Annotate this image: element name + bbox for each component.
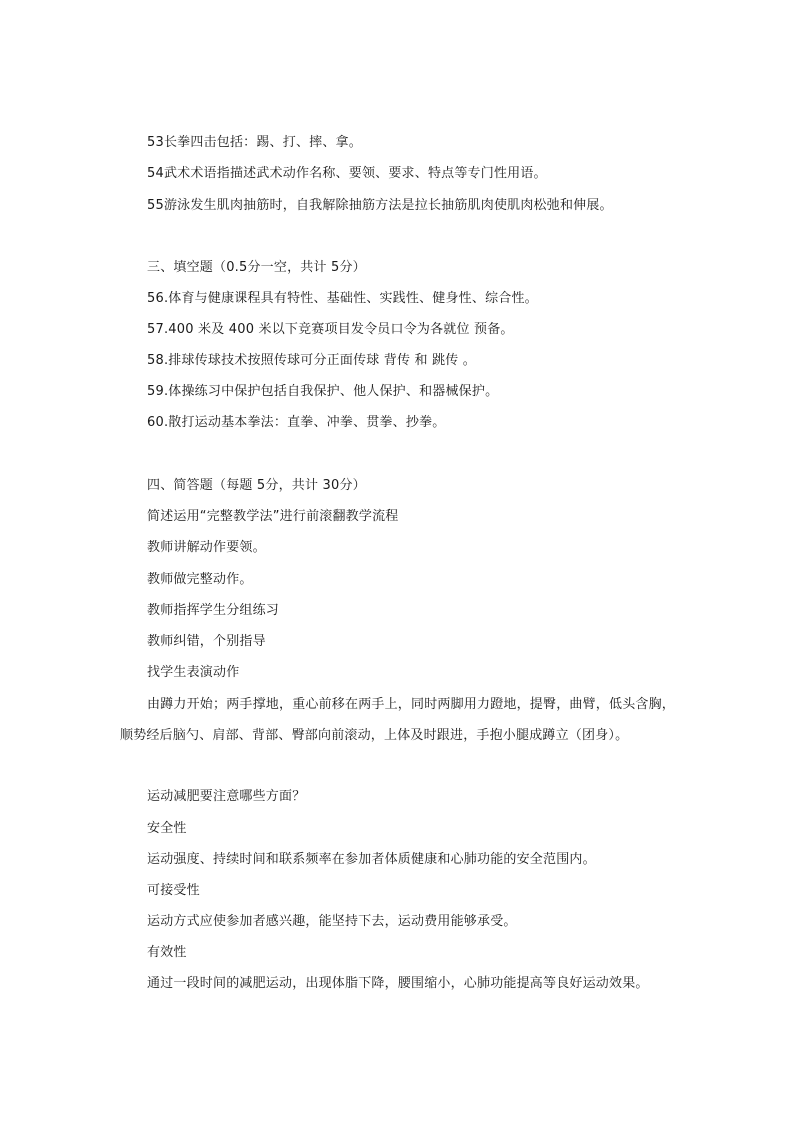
answer-step-4: 教师纠错，个别指导 (147, 634, 266, 649)
point-1-detail: 运动强度、持续时间和联系频率在参加者体质健康和心肺功能的安全范围内。 (147, 852, 596, 867)
answer-step-5: 找学生表演动作 (147, 665, 240, 680)
item-56: 56.体育与健康课程具有特性、基础性、实践性、健身性、综合性。 (147, 291, 538, 306)
item-54: 54武术术语指描述武术动作名称、要领、要求、特点等专门性用语。 (147, 166, 547, 181)
section-3-heading: 三、填空题（0.5分一空，共计 5分） (147, 260, 366, 275)
point-2-detail: 运动方式应使参加者感兴趣，能坚持下去，运动费用能够承受。 (147, 914, 517, 929)
point-1-title: 安全性 (147, 821, 187, 836)
item-57: 57.400 米及 400 米以下竞赛项目发令员口令为各就位 预备。 (147, 322, 514, 337)
answer-step-2: 教师做完整动作。 (147, 572, 253, 587)
point-2-title: 可接受性 (147, 883, 200, 898)
answer-step-1: 教师讲解动作要领。 (147, 540, 266, 555)
section-4-heading: 四、简答题（每题 5分，共计 30分） (147, 478, 366, 493)
answer-step-3: 教师指挥学生分组练习 (147, 603, 280, 618)
point-3-detail: 通过一段时间的减肥运动，出现体脂下降，腰围缩小，心肺功能提高等良好运动效果。 (147, 976, 649, 991)
question-1: 简述运用“完整教学法”进行前滚翻教学流程 (147, 509, 399, 524)
item-59: 59.体操练习中保护包括自我保护、他人保护、和器械保护。 (147, 384, 499, 399)
item-55: 55游泳发生肌肉抽筋时，自我解除抽筋方法是拉长抽筋肌肉使肌肉松弛和伸展。 (147, 198, 613, 213)
point-3-title: 有效性 (147, 945, 187, 960)
answer-paragraph: 由蹲力开始；两手撑地，重心前移在两手上，同时两脚用力蹬地，提臀，曲臂，低头含胸，顺势经后脑勺、肩部、背部、臀部向前滚动，上体及时跟进，手抱小腿成蹲立（团身）。 (120, 697, 676, 743)
item-60: 60.散打运动基本拳法：直拳、冲拳、贯拳、抄拳。 (147, 415, 446, 430)
item-53: 53长拳四击包括：踢、打、摔、拿。 (147, 135, 362, 150)
question-2: 运动减肥要注意哪些方面？ (147, 789, 306, 804)
item-58: 58.排球传球技术按照传球可分正面传球 背传 和 跳传 。 (147, 353, 477, 368)
